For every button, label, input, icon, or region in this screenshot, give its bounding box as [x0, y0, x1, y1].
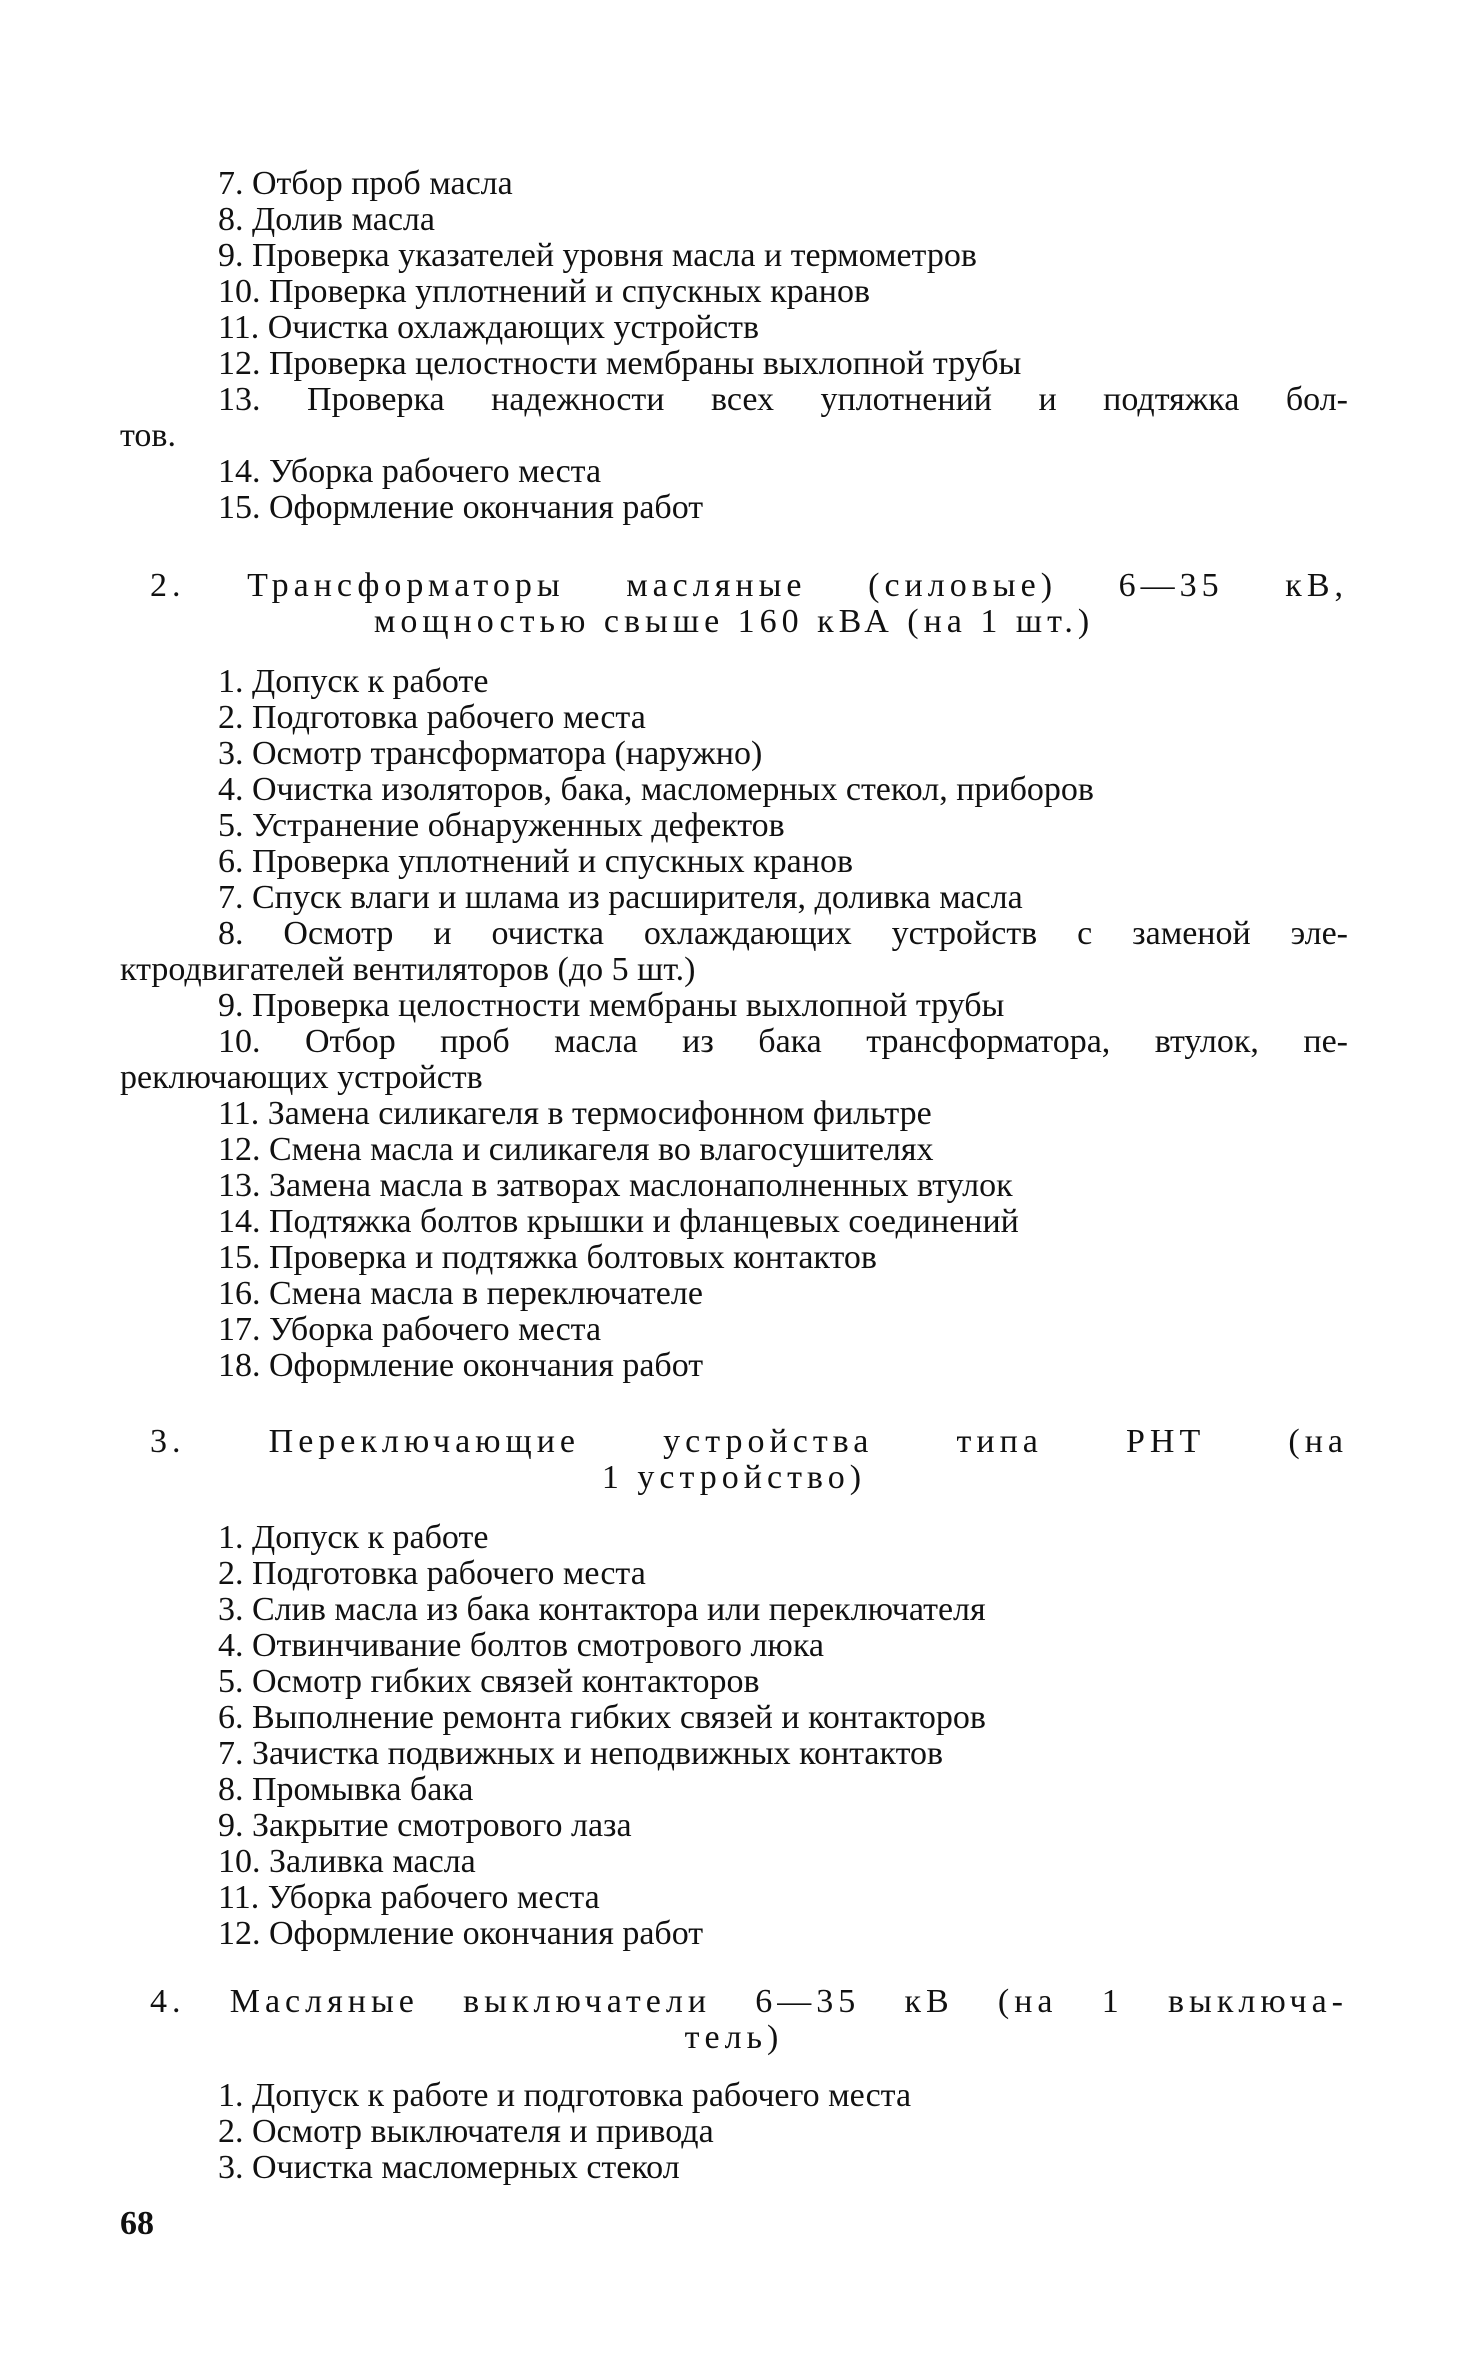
list-item-continuation: тов. — [120, 417, 176, 454]
list-item: 9. Проверка указателей уровня масла и термометров — [218, 237, 977, 274]
list-item: 11. Замена силикагеля в термосифонном фильтре — [218, 1095, 932, 1132]
list-item: 7. Спуск влаги и шлама из расширителя, доливка масла — [218, 879, 1023, 916]
list-item: 12. Оформление окончания работ — [218, 1915, 704, 1952]
list-item: 14. Уборка рабочего места — [218, 453, 602, 490]
list-item: 5. Устранение обнаруженных дефектов — [218, 807, 785, 844]
list-item: 11. Уборка рабочего места — [218, 1879, 600, 1916]
list-item: 3. Осмотр трансформатора (наружно) — [218, 735, 763, 772]
page-number: 68 — [120, 2205, 154, 2242]
list-item: 13. Замена масла в затворах маслонаполненных втулок — [218, 1167, 1013, 1204]
list-item: 9. Проверка целостности мембраны выхлопной трубы — [218, 987, 1005, 1024]
section-heading: 4. Масляные выключатели 6—35 кВ (на 1 выключа- — [150, 1983, 1348, 2020]
list-item: 1. Допуск к работе — [218, 663, 489, 700]
list-item: 10. Заливка масла — [218, 1843, 476, 1880]
list-item-continuation: ктродвигателей вентиляторов (до 5 шт.) — [120, 951, 696, 988]
list-item: 13. Проверка надежности всех уплотнений и подтяжка бол- — [218, 381, 1348, 418]
list-item: 3. Очистка масломерных стекол — [218, 2149, 680, 2186]
list-item: 7. Зачистка подвижных и неподвижных контактов — [218, 1735, 944, 1772]
list-item: 9. Закрытие смотрового лаза — [218, 1807, 632, 1844]
list-item: 2. Подготовка рабочего места — [218, 1555, 646, 1592]
list-item: 10. Отбор проб масла из бака трансформатора, втулок, пе- — [218, 1023, 1348, 1060]
section-heading: 3. Переключающие устройства типа РНТ (на — [150, 1423, 1348, 1460]
list-item: 15. Оформление окончания работ — [218, 489, 704, 526]
section-heading: 2. Трансформаторы масляные (силовые) 6—35 кВ, — [150, 567, 1348, 604]
list-item: 2. Осмотр выключателя и привода — [218, 2113, 714, 2150]
list-item: 12. Проверка целостности мембраны выхлопной трубы — [218, 345, 1022, 382]
list-item: 4. Отвинчивание болтов смотрового люка — [218, 1627, 824, 1664]
list-item: 10. Проверка уплотнений и спускных кранов — [218, 273, 871, 310]
list-item: 1. Допуск к работе — [218, 1519, 489, 1556]
list-item: 18. Оформление окончания работ — [218, 1347, 704, 1384]
list-item: 7. Отбор проб масла — [218, 165, 513, 202]
list-item: 11. Очистка охлаждающих устройств — [218, 309, 760, 346]
list-item: 8. Промывка бака — [218, 1771, 474, 1808]
list-item: 8. Долив масла — [218, 201, 435, 238]
list-item: 3. Слив масла из бака контактора или переключателя — [218, 1591, 986, 1628]
list-item: 17. Уборка рабочего места — [218, 1311, 602, 1348]
list-item: 16. Смена масла в переключателе — [218, 1275, 703, 1312]
list-item: 14. Подтяжка болтов крышки и фланцевых соединений — [218, 1203, 1019, 1240]
list-item: 1. Допуск к работе и подготовка рабочего места — [218, 2077, 912, 2114]
list-item: 4. Очистка изоляторов, бака, масломерных стекол, приборов — [218, 771, 1094, 808]
section-heading-continuation: 1 устройство) — [601, 1459, 867, 1496]
list-item: 2. Подготовка рабочего места — [218, 699, 646, 736]
list-item: 5. Осмотр гибких связей контакторов — [218, 1663, 760, 1700]
list-item: 12. Смена масла и силикагеля во влагосушителях — [218, 1131, 934, 1168]
section-heading-continuation: мощностью свыше 160 кВА (на 1 шт.) — [373, 603, 1095, 640]
list-item: 6. Проверка уплотнений и спускных кранов — [218, 843, 854, 880]
list-item: 8. Осмотр и очистка охлаждающих устройств с заменой эле- — [218, 915, 1348, 952]
list-item-continuation: реключающих устройств — [120, 1059, 483, 1096]
list-item: 15. Проверка и подтяжка болтовых контактов — [218, 1239, 877, 1276]
section-heading-continuation: тель) — [684, 2019, 784, 2056]
list-item: 6. Выполнение ремонта гибких связей и контакторов — [218, 1699, 986, 1736]
